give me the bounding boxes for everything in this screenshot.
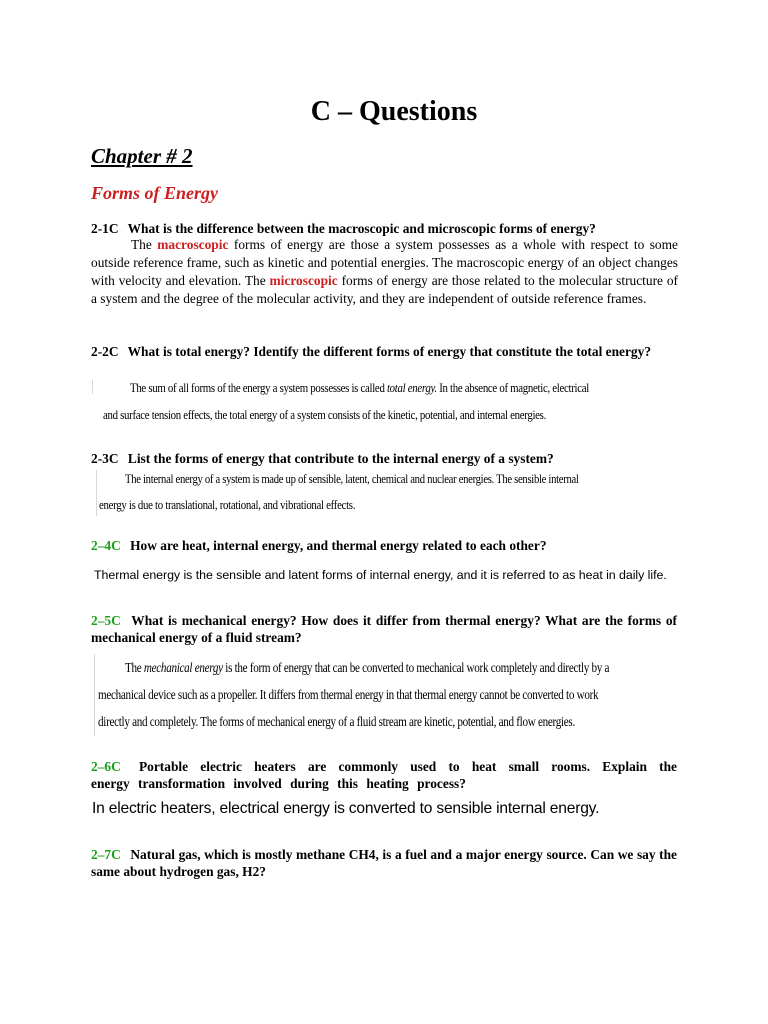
scan-margin-mark [92,380,93,394]
question-2-4c [91,537,677,554]
question-2-2c [91,343,677,360]
question-number: 2-1C [91,221,119,236]
answer-2-5c-line-2: mechanical device such as a propeller. It differs from thermal energy in that thermal energy cannot be converted to work [98,687,599,702]
answer-2-6c: In electric heaters, electrical energy is converted to sensible internal energy. [92,800,600,817]
question-text: What is mechanical energy? How does it differ from thermal energy? What are the forms of mechanical energy of a fluid stream? [91,613,678,645]
question-text: What is the difference between the macroscopic and microscopic forms of energy? [127,221,596,236]
question-text: What is total energy? Identify the different forms of energy that constitute the total energy? [127,344,652,359]
answer-2-1c: The macroscopic forms of energy are those a system possesses as a whole with respect to some outside reference frame, such as kinetic and potential energies. The macroscopic energy of an object changes with velocity and elevation. The microscopic forms of energy are those related to the molecular structure of a system and the degree of the molecular activity, and they are independent of outside reference frames. [91,237,678,306]
question-2-3c [91,450,677,467]
answer-2-5c-line-1: The mechanical energy is the form of energy that can be converted to mechanical work completely and directly by a [125,660,610,675]
answer-2-5c-line-3: directly and completely. The forms of mechanical energy of a fluid stream are kinetic, potential, and flow energies. [98,714,575,729]
question-2-1c [91,220,677,237]
question-number: 2–7C [91,847,121,862]
question-text: Natural gas, which is mostly methane CH4, is a fuel and a major energy source. Can we say the same about hydrogen gas, H2? [91,847,677,879]
question-text: Portable electric heaters are commonly used to heat small rooms. Explain the energy transformation involved during this heating process? [91,759,677,791]
answer-2-4c: Thermal energy is the sensible and latent forms of internal energy, and it is referred to as heat in daily life. [94,568,667,582]
question-number: 2-2C [91,344,119,359]
answer-2-2c-line-2: and surface tension effects, the total energy of a system consists of the kinetic, potential, and internal energies. [103,408,546,422]
question-text: How are heat, internal energy, and thermal energy related to each other? [130,538,547,553]
question-2-6c [91,758,677,792]
answer-2-2c-line-1: The sum of all forms of the energy a system possesses is called total energy. In the absence of magnetic, electrical [130,381,589,395]
chapter-heading: Chapter # 2 [91,144,193,168]
question-number: 2–5C [91,613,121,628]
question-2-7c [91,846,677,880]
question-text: List the forms of energy that contribute to the internal energy of a system? [127,451,554,466]
question-2-5c [91,612,677,646]
section-heading: Forms of Energy [91,183,219,203]
scan-margin-mark [96,470,97,516]
highlight-microscopic: microscopic [269,273,338,288]
highlight-macroscopic: macroscopic [157,237,229,252]
answer-2-3c-line-2: energy is due to translational, rotational, and vibrational effects. [99,498,356,512]
question-number: 2-3C [91,451,119,466]
question-number: 2–6C [91,759,121,774]
page-title: C – Questions [310,96,478,127]
answer-2-3c-line-1: The internal energy of a system is made up of sensible, latent, chemical and nuclear energies. The sensible internal [125,472,579,486]
question-number: 2–4C [91,538,121,553]
scan-margin-mark [94,654,95,736]
